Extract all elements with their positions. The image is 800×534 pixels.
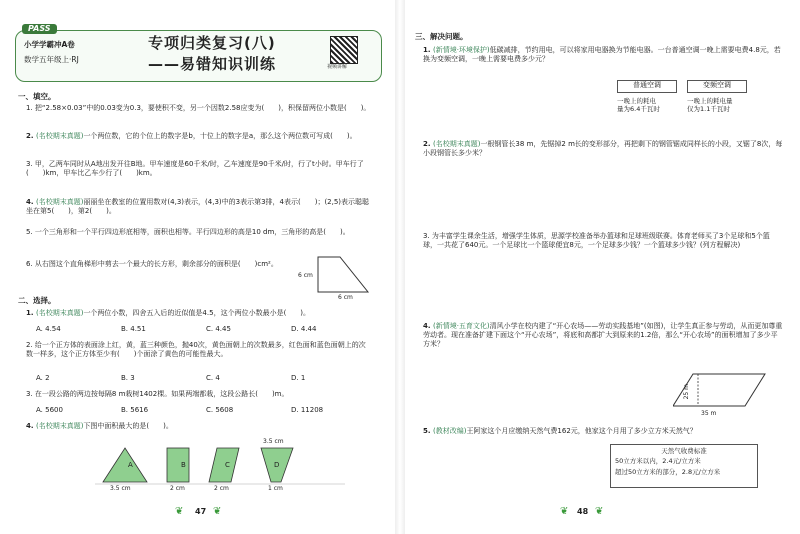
choice-q4: 4. (名校期末真题)下图中面积最大的是( )。: [26, 422, 173, 430]
shape-a-label: A: [128, 461, 133, 469]
ac-regular-note-1: 一晚上的耗电: [617, 97, 656, 105]
gas-rate-table: [610, 444, 758, 488]
fill-q6: 6. 从右图这个直角梯形中剪去一个最大的长方形，剩余部分的面积是( )cm²。: [26, 260, 278, 268]
ac-inverter-note-2: 仅为1.1千瓦时: [687, 105, 730, 114]
qr-code-icon[interactable]: [330, 36, 358, 64]
brand-logo: PASS: [22, 24, 57, 34]
problem-2-tag: (名校期末真题): [432, 140, 481, 148]
qr-label: 视频讲解: [327, 64, 348, 70]
shape-d-top-dim: 3.5 cm: [263, 438, 284, 445]
problem-5-tag: (教材改编): [432, 427, 467, 435]
section-choice: 二、选择。: [18, 296, 56, 305]
problem-5-text: 王阿家这个月应缴纳天然气费162元，他家这个月用了多少立方米天然气？: [466, 427, 697, 435]
leaf-icon: ❦: [595, 506, 604, 517]
shape-b-label: B: [181, 461, 186, 469]
choice-q1-text: 一个两位小数，四舍五入后的近似值是4.5，这个两位小数最小是( )。: [83, 309, 311, 317]
choice-q4-text: 下图中面积最大的是( )。: [83, 422, 173, 430]
choice-q2-options: [36, 374, 376, 383]
ac-inverter-note-1: 一晚上的耗电量: [687, 97, 733, 105]
trapezoid-base-label: 6 cm: [338, 294, 353, 301]
page-number-right: 48: [577, 507, 589, 516]
grade-label: 数学五年级上·RJ: [24, 55, 79, 64]
option-d[interactable]: D. 1: [291, 374, 306, 382]
shape-a-dim: 3.5 cm: [110, 485, 131, 492]
option-a[interactable]: A. 4.54: [36, 325, 61, 333]
gas-rate-row-2: 超过50立方米的部分，2.8元/立方米: [615, 467, 721, 476]
fill-q4-tag: (名校期末真题): [35, 198, 84, 206]
book-gutter: [395, 0, 405, 534]
shape-d-dim: 1 cm: [268, 485, 283, 492]
choice-q3: 3. 在一段公路的两边按每隔8 m栽树1402棵。如果两端都栽，这段公路长( )m。: [26, 390, 289, 398]
ac-inverter-label: 变频空调: [687, 80, 747, 93]
problem-1-text: 低碳减排，节约用电，可以将家用电器换为节能电器。一台普通空调一晚上需要电费4.8元，若换为变频空调，一晚上需要电费多少元？: [423, 46, 781, 64]
shape-c-parallelogram: [209, 448, 239, 482]
option-c[interactable]: C. 4: [206, 374, 220, 382]
ac-regular-label: 普通空调: [617, 80, 677, 93]
problem-2-text: 一根钢管长38 m，先锯掉2 m长的变形部分，再把剩下的钢管锯成同样长的小段，又锯了8次，每小段钢管长多少米？: [423, 140, 783, 158]
choice-q3-options: [36, 406, 376, 415]
leaf-icon: ❦: [175, 506, 184, 517]
leaf-icon: ❦: [560, 506, 569, 517]
fill-q1: 1. 把“2.58×0.03”中的0.03变为0.3，要使积不变，另一个因数2.58应变为( )，积保留两位小数是( )。: [26, 104, 371, 112]
shape-d-label: D: [274, 461, 280, 469]
shape-b-dim: 2 cm: [170, 485, 185, 492]
option-c[interactable]: C. 4.45: [206, 325, 231, 333]
shape-c-label: C: [225, 461, 230, 469]
shape-c-dim: 2 cm: [214, 485, 229, 492]
fill-q2-tag: (名校期末真题): [35, 132, 84, 140]
problem-4-tag: (新情境·五育文化): [432, 322, 490, 330]
fill-q3: 3. 甲，乙两车同时从A地出发开往B地。甲车速度是60千米/时，乙车速度是90千米/时，行了t小时。甲车行了( )km，甲车比乙车少行了( )km。: [26, 160, 364, 178]
option-a[interactable]: A. 5600: [36, 406, 63, 414]
problem-1: 1. (新情境·环境保护)低碳减排，节约用电，可以将家用电器换为节能电器。一台普通空调一晚上需要电费4.8元，若换为变频空调，一晚上需要电费多少元？: [423, 46, 781, 64]
fill-q5: 5. 一个三角形和一个平行四边形底相等，面积也相等。平行四边形的高是10 dm，三角形的高是( )。: [26, 228, 350, 236]
leaf-icon: ❦: [213, 506, 222, 517]
problem-4-text: 清风小学在校内建了“开心农场——劳动实践基地”(如图)，让学生真正参与劳动，从而更加尊重劳动者。现在准备扩建下面这个“开心农场”，将底和高都扩大到原来的1.2倍，那么“开心农场”的面积增加了多少平方米？: [423, 322, 783, 349]
choice-q1-options: [36, 325, 376, 334]
option-a[interactable]: A. 2: [36, 374, 50, 382]
option-d[interactable]: D. 11208: [291, 406, 324, 414]
choice-q4-tag: (名校期末真题): [35, 422, 84, 430]
option-b[interactable]: B. 3: [121, 374, 135, 382]
page-subtitle: ——易错知识训练: [148, 55, 277, 73]
problem-5: 5. (教材改编)王阿家这个月应缴纳天然气费162元，他家这个月用了多少立方米天然气？: [423, 427, 697, 435]
option-d[interactable]: D. 4.44: [291, 325, 317, 333]
gas-rate-row-1: 50立方米以内，2.4元/立方米: [615, 457, 701, 466]
section-problems: 三、解决问题。: [415, 32, 468, 41]
choice-q1: 1. (名校期末真题)一个两位小数，四舍五入后的近似值是4.5，这个两位小数最小是( )。: [26, 309, 311, 317]
shape-a-triangle: [103, 448, 147, 482]
problem-4: 4. (新情境·五育文化)清风小学在校内建了“开心农场——劳动实践基地”(如图)，让学生真正参与劳动，从而更加尊重劳动者。现在准备扩建下面这个“开心农场”，将底和高都扩大到原来的1.2倍，那么“开心农场”的面积增加了多少平方米？: [423, 322, 783, 349]
left-page: [0, 0, 395, 534]
choice-q2: 2. 给一个正方体的表面涂上红，黄，蓝三种颜色，抛40次，黄色面朝上的次数最多，红色面和蓝色面朝上的次数一样多，这个正方体至少有( )个面涂了黄色的可能性最大。: [26, 341, 366, 359]
problem-3: 3. 为丰富学生课余生活，增强学生体质，思源学校准备举办篮球和足球班级联赛。体育老师买了3个足球和5个篮球，一共花了640元。一个足球比一个篮球便宜8元，一个足球多少钱？一个篮球多少钱？(列方程解决): [423, 232, 770, 250]
problem-1-tag: (新情境·环境保护): [432, 46, 490, 54]
ac-regular-note: [617, 97, 660, 114]
ac-regular-note-2: 量为6.4千瓦时: [617, 105, 660, 114]
ac-inverter-note: [687, 97, 733, 114]
farm-base-label: 35 m: [701, 410, 717, 417]
page-title: 专项归类复习(八): [148, 34, 276, 52]
gas-rate-title: 天然气收费标准: [661, 447, 707, 455]
trapezoid-height-label: 6 cm: [298, 272, 313, 279]
right-page: [405, 0, 800, 534]
option-c[interactable]: C. 5608: [206, 406, 234, 414]
series-name: 小学学霸冲A卷: [24, 40, 75, 49]
problem-2: 2. (名校期末真题)一根钢管长38 m，先锯掉2 m长的变形部分，再把剩下的钢管锯成同样长的小段，又锯了8次，每小段钢管长多少米？: [423, 140, 783, 158]
fill-q2-text: 一个两位数，它的个位上的数字是b，十位上的数字是a，那么这个两位数可写成( )。: [83, 132, 357, 140]
fill-q4-text: 丽丽坐在教室的位置用数对(4,3)表示，(4,3)中的3表示第3排，4表示( )；(2,5)表示聪聪坐在第5( )，第2( )。: [26, 198, 370, 216]
choice-q1-tag: (名校期末真题): [35, 309, 84, 317]
section-fill-in: 一、填空。: [18, 92, 56, 101]
option-b[interactable]: B. 5616: [121, 406, 149, 414]
option-b[interactable]: B. 4.51: [121, 325, 146, 333]
page-number-left: 47: [195, 507, 207, 516]
farm-height-label: 25 m: [683, 384, 690, 400]
fill-q4: 4. (名校期末真题)丽丽坐在教室的位置用数对(4,3)表示，(4,3)中的3表示第3排，4表示( )；(2,5)表示聪聪坐在第5( )，第2( )。: [26, 198, 370, 216]
fill-q2: 2. (名校期末真题)一个两位数，它的个位上的数字是b，十位上的数字是a，那么这个两位数可写成( )。: [26, 132, 357, 140]
